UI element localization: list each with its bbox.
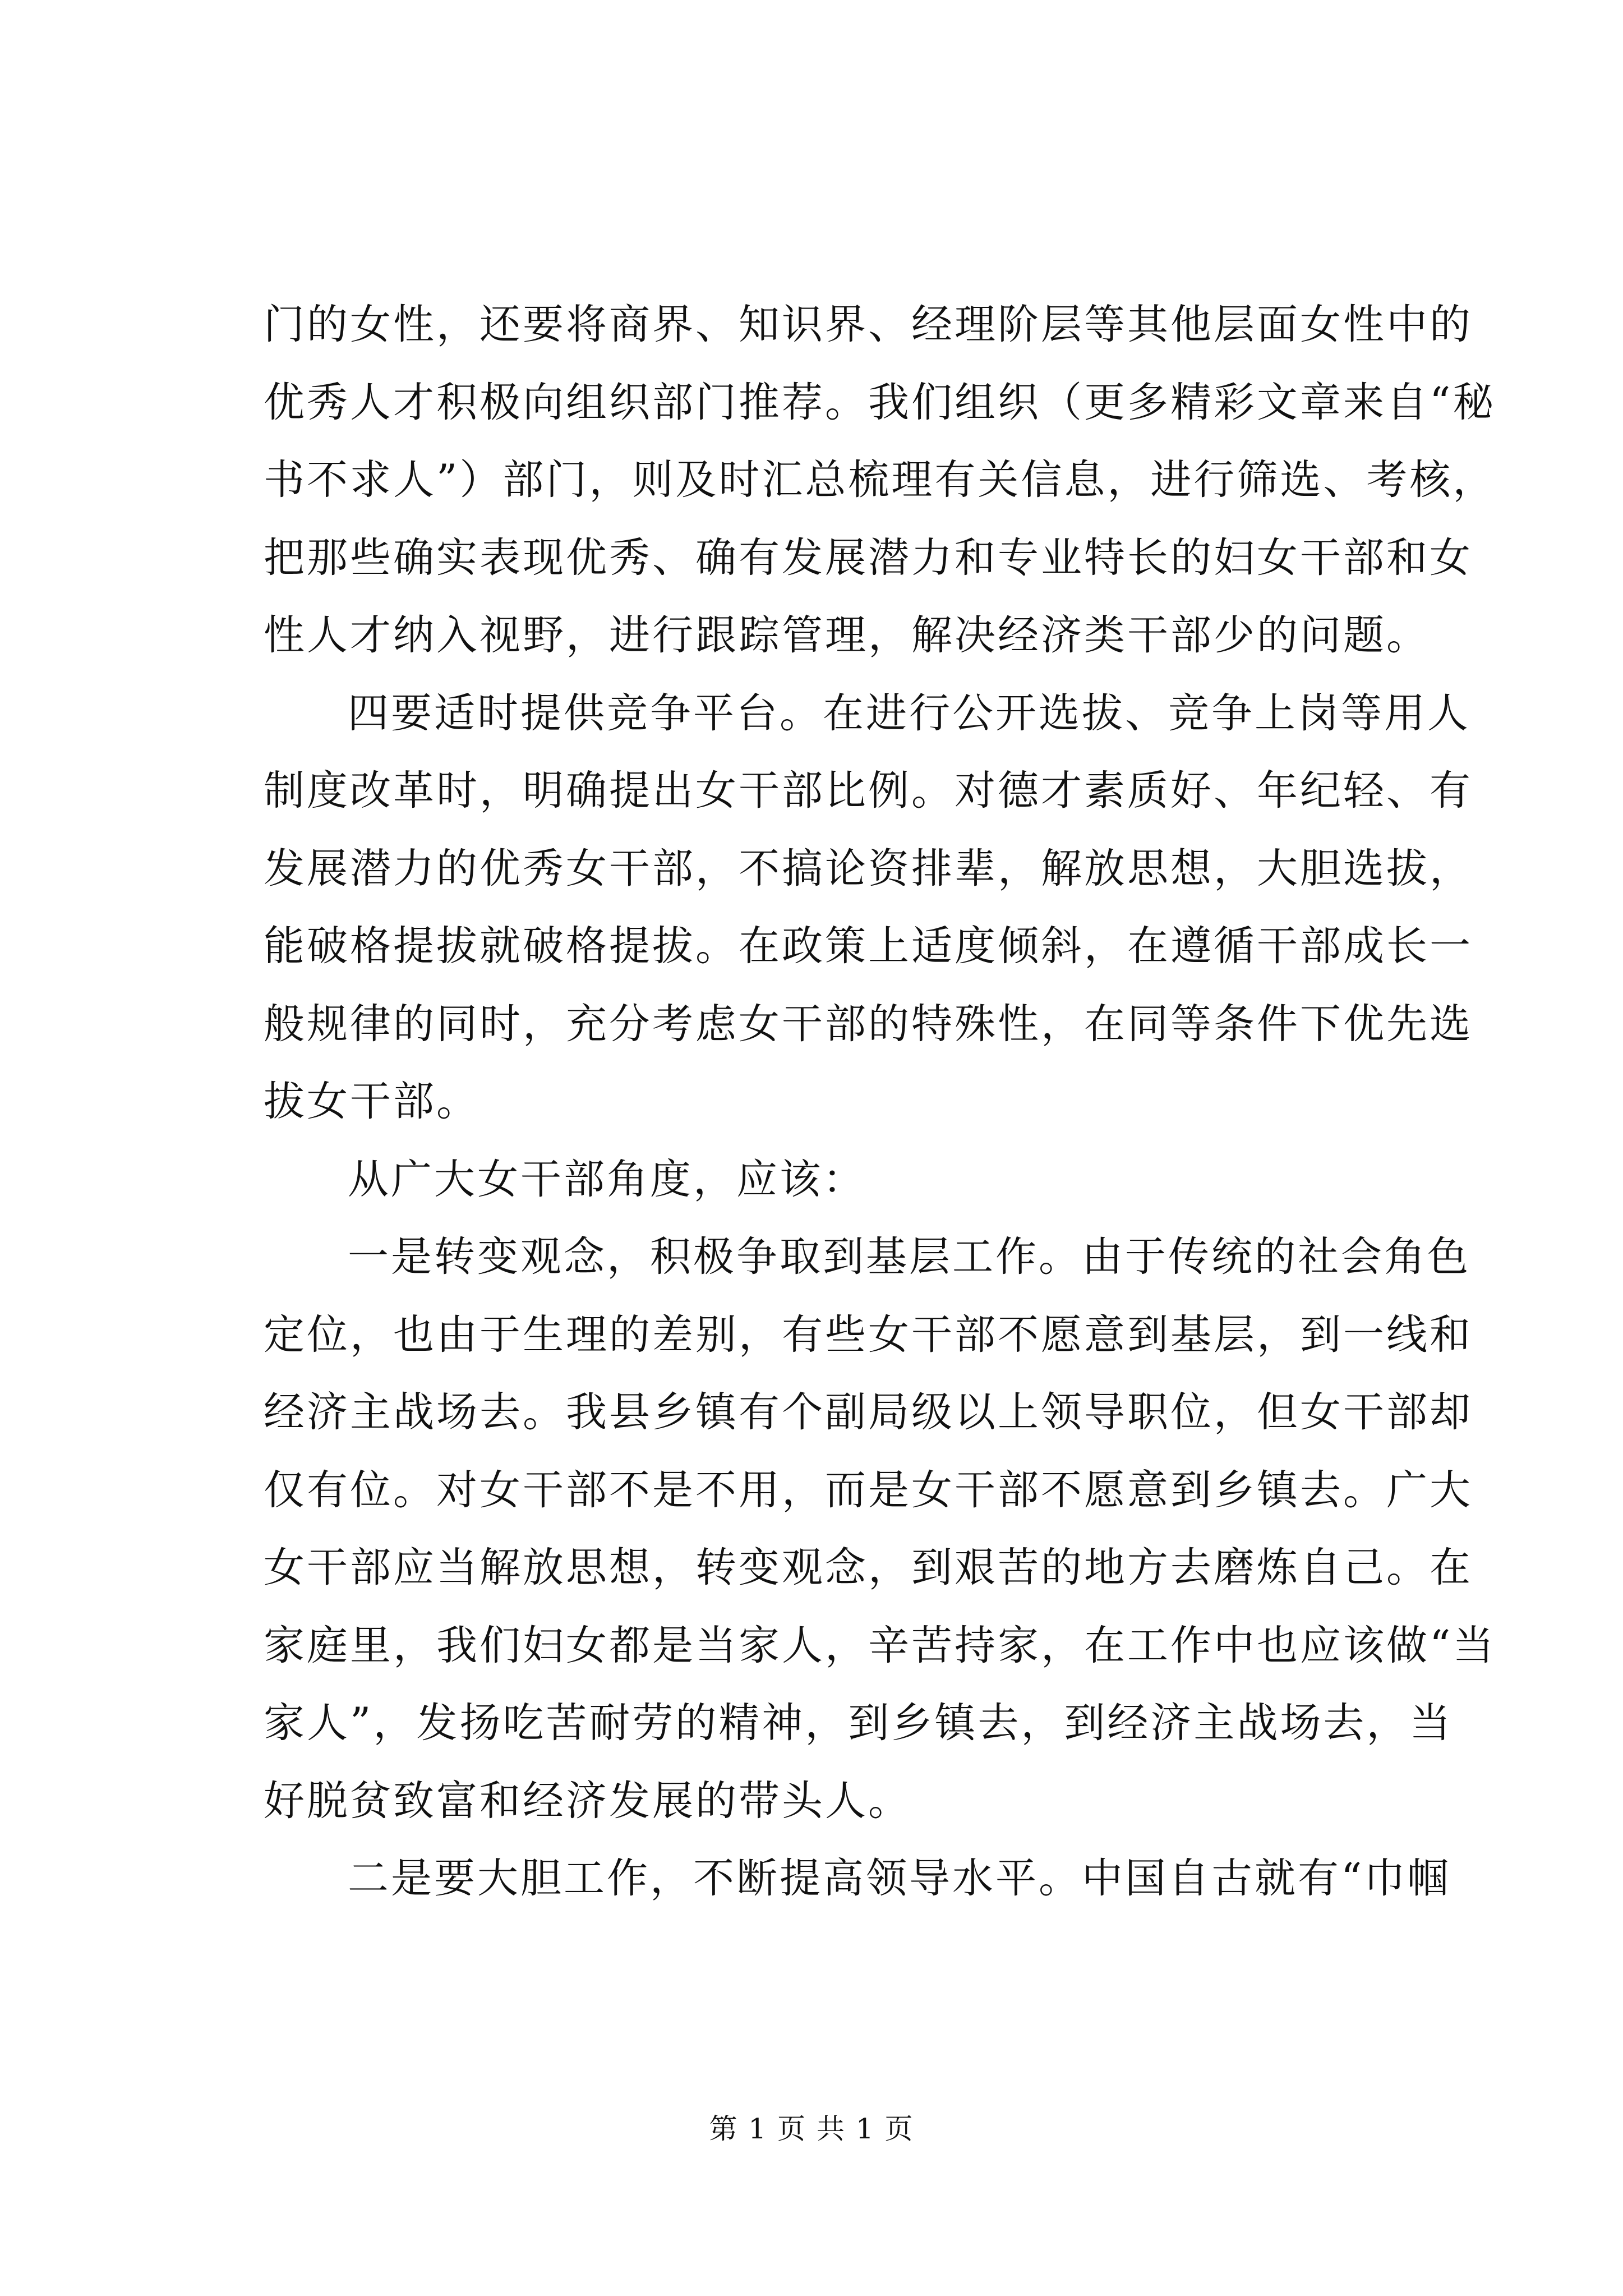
text-line: 仅有位。对女干部不是不用，而是女干部不愿意到乡镇去。广大 (264, 1466, 1473, 1514)
text-line: 家人”，发扬吃苦耐劳的精神，到乡镇去，到经济主战场去，当 (264, 1699, 1453, 1747)
text-line: 优秀人才积极向组织部门推荐。我们组织（更多精彩文章来自“秘 (264, 378, 1496, 426)
text-line: 般规律的同时，充分考虑女干部的特殊性，在同等条件下优先选 (264, 1000, 1473, 1048)
paragraph-start-line: 从广大女干部角度，应该： (348, 1155, 866, 1203)
text-line: 女干部应当解放思想，转变观念，到艰苦的地方去磨炼自己。在 (264, 1544, 1473, 1591)
text-line: 家庭里，我们妇女都是当家人，辛苦持家，在工作中也应该做“当 (264, 1621, 1496, 1669)
paragraph-start-line: 二是要大胆工作，不断提高领导水平。中国自古就有“巾帼 (348, 1855, 1451, 1902)
text-line: 制度改革时，明确提出女干部比例。对德才素质好、年纪轻、有 (264, 767, 1473, 815)
text-line: 把那些确实表现优秀、确有发展潜力和专业特长的妇女干部和女 (264, 533, 1473, 582)
text-line: 定位，也由于生理的差别，有些女干部不愿意到基层，到一线和 (264, 1310, 1473, 1359)
text-line: 性人才纳入视野，进行跟踪管理，解决经济类干部少的问题。 (264, 611, 1430, 659)
paragraph-start-line: 四要适时提供竞争平台。在进行公开选拔、竞争上岗等用人 (348, 689, 1470, 737)
page-footer: 第 1 页 共 1 页 (709, 2113, 914, 2145)
paragraph-start-line: 一是转变观念，积极争取到基层工作。由于传统的社会角色 (348, 1233, 1470, 1281)
text-line: 书不求人”）部门，则及时汇总梳理有关信息，进行筛选、考核， (264, 456, 1496, 504)
text-line: 能破格提拔就破格提拔。在政策上适度倾斜，在遵循干部成长一 (264, 922, 1473, 970)
text-line: 拔女干部。 (264, 1078, 479, 1125)
text-line: 经济主战场去。我县乡镇有个副局级以上领导职位，但女干部却 (264, 1388, 1473, 1436)
body-text (264, 286, 1496, 1918)
text-line: 门的女性，还要将商界、知识界、经理阶层等其他层面女性中的 (264, 301, 1473, 348)
text-line: 好脱贫致富和经济发展的带头人。 (264, 1777, 911, 1825)
text-line: 发展潜力的优秀女干部，不搞论资排辈，解放思想，大胆选拔， (264, 844, 1473, 892)
